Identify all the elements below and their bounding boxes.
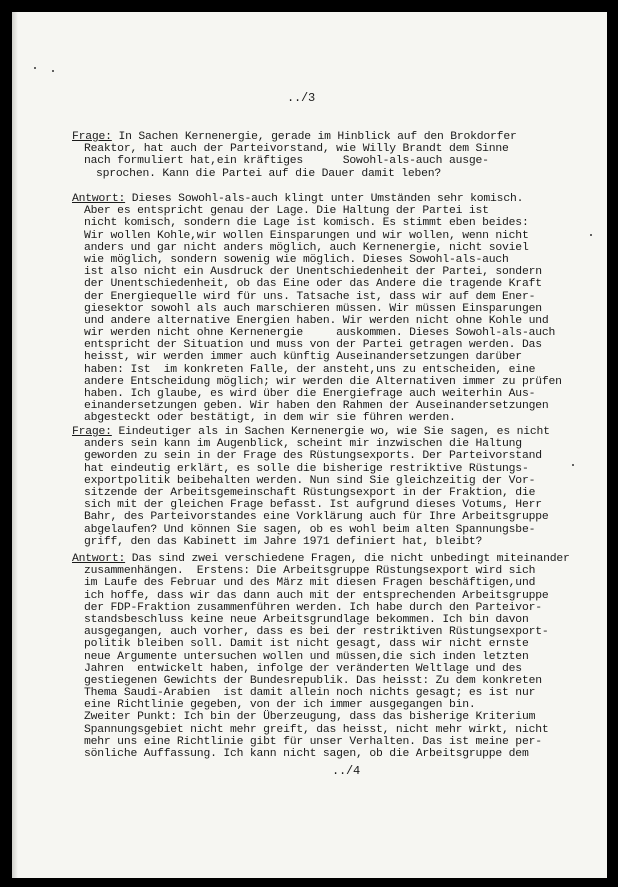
text-line: abgelaufen? Und können Sie sagen, ob es wohl beim alten Spannungsbe- [84, 523, 536, 536]
text-line: abgesteckt oder bestätigt, in dem wir sie führen werden. [84, 412, 456, 425]
text-line: sich mit der gleichen Frage befasst. Ist aufgrund dieses Votums, Herr [84, 499, 542, 512]
text-line: nach formuliert hat,ein kräftiges Sowohl-als-auch ausge- [84, 155, 489, 168]
text-line: Reaktor, hat auch der Parteivorstand, wie Willy Brandt dem Sinne [84, 143, 509, 156]
text-line: im Laufe des Februar und des März mit diesen Fragen beschäftigen,und [84, 577, 536, 590]
section-first-line: Antwort: Dieses Sowohl-als-auch klingt unter Umständen sehr komisch. [72, 193, 524, 205]
section-frage-2 [72, 426, 592, 548]
page-marker-bottom: ../4 [332, 764, 361, 778]
text-line: anders sein kann im Augenblick, scheint mir inzwischen die Haltung [84, 438, 522, 451]
text-line: gestiegenen Gewichts der Bundesrepublik. Das heisst: Zu dem konkreten [84, 674, 542, 687]
section-label: Antwort: [72, 193, 126, 205]
section-label: Antwort: [72, 553, 126, 565]
text-line: haben. Ich glaube, es wird über die Energiefrage auch weiterhin Aus- [84, 388, 536, 400]
text-line: nicht komisch, sondern die Lage ist komisch. Es stimmt eben beides: [84, 217, 529, 230]
text-line: entspricht der Situation und muss von der Partei getragen werden. Das [84, 339, 542, 352]
text-line: ich hoffe, dass wir das dann auch mit der entsprechenden Arbeitsgruppe [84, 589, 549, 602]
text-line: eine Richtlinie gegeben, von der ich immer ausgegangen bin. [84, 699, 476, 712]
text-line: anders und gar nicht anders möglich, auch Kernenergie, nicht soviel [84, 241, 529, 254]
text-line: haben: Ist im konkreten Falle, der ansteht,uns zu entscheiden, eine [84, 363, 536, 376]
text-line: der Unentschiedenheit, ob das Eine oder das Andere die tragende Kraft [84, 278, 542, 291]
text-line: neue Argumente untersuchen wollen und müssen,die sich inden letzten [84, 650, 529, 663]
text-line: und andere alternative Energien haben. Wir werden nicht ohne Kohle und [84, 314, 549, 327]
text-line: wir werden nicht ohne Kernenergie auskommen. Dieses Sowohl-als-auch [84, 327, 556, 340]
text-line: andere Entscheidung möglich; wir werden die Alternativen immer zu prüfen [84, 375, 562, 388]
text-line: sprochen. Kann die Partei auf die Dauer damit leben? [96, 167, 442, 180]
text-line: zusammenhängen. Erstens: Die Arbeitsgruppe Rüstungsexport wird sich [84, 565, 536, 578]
text-line: Wir wollen Kohle,wir wollen Einsparungen und wir wollen, wenn nicht [84, 229, 529, 242]
text-line: Bahr, des Parteivorstandes eine Vorklärung auch für Ihre Arbeitsgruppe [84, 511, 549, 524]
text-line: sönliche Auffassung. Ich kann nicht sagen, ob die Arbeitsgruppe dem [84, 748, 529, 760]
section-label: Frage: [72, 131, 112, 143]
section-label: Frage: [72, 426, 112, 438]
text-line: ausgegangen, auch vorher, dass es bei der restriktiven Rüstungsexport- [84, 626, 549, 639]
text-line: der Energiequelle wird für uns. Tatsache ist, dass wir auf dem Ener- [84, 290, 536, 303]
text-line: politik bleiben soll. Damit ist nicht gesagt, dass wir nicht ernste [84, 638, 529, 651]
text-line: hat eindeutig erklärt, es solle die bisherige restriktive Rüstungs- [84, 462, 529, 475]
section-antwort-2 [72, 553, 592, 760]
text-line: griff, den das Kabinett im Jahre 1971 definiert hat, bleibt? [84, 535, 483, 548]
text-line: standsbeschluss keine neue Arbeitsgrundlage bekommen. Ich bin davon [84, 613, 529, 626]
text-line: giesektor sowohl als auch marschieren müssen. Wir müssen Einsparungen [84, 302, 542, 315]
page-marker-top: ../3 [287, 91, 316, 105]
text-line: exportpolitik beibehalten werden. Nun sind Sie gleichzeitig der Vor- [84, 474, 536, 487]
text-line: heisst, wir werden immer auch künftig Auseinandersetzungen darüber [84, 351, 522, 364]
section-antwort-1 [72, 193, 592, 425]
text-line: geworden zu sein in der Frage des Rüstungsexports. Der Parteivorstand [84, 450, 542, 463]
text-line: der FDP-Fraktion zusammenführen werden. Ich habe durch den Parteivor- [84, 601, 542, 614]
text-line: einandersetzungen geben. Wir haben den Rahmen der Auseinandersetzungen [84, 400, 549, 413]
text-line: Zweiter Punkt: Ich bin der Überzeugung, dass das bisherige Kriterium [84, 711, 536, 724]
text-line: ist also nicht ein Ausdruck der Unentschiedenheit der Partei, sondern [84, 266, 542, 279]
typewritten-text [12, 12, 607, 878]
text-line: wie möglich, sondern sowenig wie möglich. Dieses Sowohl-als-auch [84, 253, 509, 266]
document-page [12, 12, 607, 878]
section-first-line: Antwort: Das sind zwei verschiedene Fragen, die nicht unbedingt miteinander [72, 553, 570, 565]
text-line: Aber es entspricht genau der Lage. Die Haltung der Partei ist [84, 205, 489, 218]
section-first-line: Frage: In Sachen Kernenergie, gerade im Hinblick auf den Brokdorfer [72, 131, 517, 143]
section-first-line: Frage: Eindeutiger als in Sachen Kernenergie wo, wie Sie sagen, es nicht [72, 426, 550, 438]
text-line: Spannungsgebiet nicht mehr greift, das heisst, nicht mehr wirkt, nicht [84, 723, 549, 736]
text-line: Thema Saudi-Arabien ist damit allein noch nichts gesagt; es ist nur [84, 687, 536, 700]
text-line: sitzende der Arbeitsgemeinschaft Rüstungsexport in der Fraktion, die [84, 486, 536, 499]
text-line: Jahren entwickelt haben, infolge der veränderten Weltlage und des [84, 662, 522, 675]
section-frage-1 [72, 131, 592, 180]
text-line: mehr uns eine Richtlinie gibt für unser Verhalten. Das ist meine per- [84, 735, 542, 748]
